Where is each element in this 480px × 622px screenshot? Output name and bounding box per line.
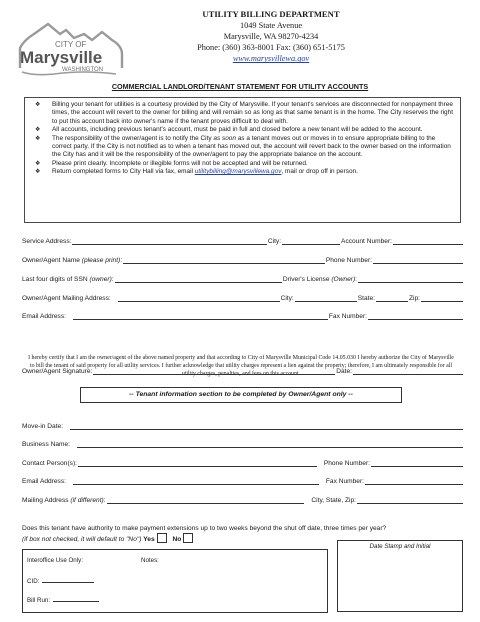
business-name-label: Business Name: <box>22 441 71 448</box>
instruction-text: Please print clearly. Incomplete or illegible forms will not be accepted and will be returned. <box>52 159 308 167</box>
signature-row <box>22 366 464 375</box>
service-address-field[interactable] <box>72 238 266 245</box>
account-number-field[interactable] <box>393 238 463 245</box>
drivers-license-label <box>283 276 357 283</box>
no-label: No <box>172 536 182 544</box>
email-row <box>22 311 464 320</box>
state-field[interactable] <box>376 295 408 302</box>
tenant-section-header: -- Tenant information section to be completed by Owner/Agent only -- <box>80 387 402 403</box>
fax-number-field[interactable] <box>368 313 463 320</box>
email-field[interactable] <box>73 313 328 320</box>
ssn-field[interactable] <box>115 276 282 283</box>
logo-city-of: CITY OF <box>55 40 87 49</box>
interoffice-title: Interoffice Use Only: <box>27 557 83 564</box>
label-part: : <box>103 497 106 504</box>
label-part: : <box>120 257 123 264</box>
cid-row <box>27 577 94 585</box>
label-part: Driver's License <box>282 276 332 283</box>
fax-number-field[interactable] <box>365 478 463 485</box>
city-state-zip-label: City, State, Zip: <box>311 497 356 504</box>
mailing-address-field[interactable] <box>118 295 280 302</box>
phone-number-field[interactable] <box>371 460 463 467</box>
move-in-date-label: Move-in Date: <box>22 423 64 430</box>
notes-label: Notes: <box>141 557 159 564</box>
diamond-bullet-icon: ❖ <box>35 160 41 167</box>
date-stamp-label: Date Stamp and Initial <box>369 543 431 550</box>
email-link[interactable]: utilitybilling@marysvillewa.gov <box>194 168 282 176</box>
question-text: Does this tenant have authority to make payment extensions up to two weeks beyond the shut off date, three times per year? <box>22 525 387 532</box>
instruction-item <box>35 126 454 134</box>
diamond-bullet-icon: ❖ <box>35 102 41 108</box>
email-label: Email Address: <box>22 313 66 320</box>
zip-field[interactable] <box>421 295 463 302</box>
instruction-text: All accounts, including previous tenant's account, must be paid in full and closed before a new tenant will be added to the account. <box>52 126 423 134</box>
label-part: : <box>111 276 114 283</box>
label-part: Owner/Agent Name <box>22 257 82 264</box>
instruction-item <box>35 101 454 126</box>
signature-label: Owner/Agent Signature: <box>22 368 93 375</box>
address-line-2: Marysville, WA 98270-4234 <box>223 32 319 42</box>
account-number-label: Account Number: <box>341 238 392 245</box>
text-part: The responsibility of the owner/agent is to notify the City <box>52 134 214 142</box>
yes-label: Yes <box>143 536 155 544</box>
drivers-license-field[interactable] <box>358 276 463 283</box>
address-line-1: 1049 State Avenue <box>239 21 303 31</box>
cid-label: CID: <box>27 578 40 585</box>
instruction-item <box>35 168 454 176</box>
question-note: (if box not checked, it will default to "No") <box>22 536 142 544</box>
date-field[interactable] <box>353 368 463 375</box>
text-part: Return completed forms to City Hall via fax, email <box>52 168 195 176</box>
department-name: UTILITY BILLING DEPARTMENT <box>202 9 340 19</box>
bill-run-field[interactable] <box>53 596 99 602</box>
no-checkbox[interactable] <box>183 533 193 543</box>
yes-checkbox[interactable] <box>157 533 167 543</box>
mountain-logo-icon <box>14 18 130 80</box>
contact-row <box>22 458 464 467</box>
label-part: Mailing Address <box>22 497 71 504</box>
city-field[interactable] <box>282 238 340 245</box>
ssn-row <box>22 274 464 283</box>
service-address-label: Service Address: <box>22 238 72 245</box>
interoffice-box <box>22 549 328 613</box>
form-title: COMMERCIAL LANDLORD/TENANT STATEMENT FOR UTILITY ACCOUNTS <box>111 82 369 91</box>
tenant-mailing-row <box>22 495 464 504</box>
move-in-date-field[interactable] <box>70 423 463 430</box>
email-field[interactable] <box>73 478 319 485</box>
business-name-field[interactable] <box>77 441 463 448</box>
department-header <box>140 9 402 64</box>
business-name-row <box>22 439 464 448</box>
mailing-address-label <box>22 497 106 504</box>
service-address-row <box>22 236 464 245</box>
bill-run-row <box>27 596 99 604</box>
text-part: a tenant moves out or moves in to ensure appropriate billing to the correct party. If the City is not notified as to when a tenant has moved out, the account will revert back to the owner based on the information the City has and it will be the responsibility of the owner/agent to pay the appropriate balance on the account. <box>52 134 451 159</box>
date-label: Date: <box>336 368 352 375</box>
ssn-label <box>22 276 114 283</box>
instructions-box <box>24 97 461 223</box>
label-part: : <box>355 276 357 283</box>
owner-name-label <box>22 257 122 264</box>
logo-name: Marysville <box>20 48 103 67</box>
instruction-text: Billing your tenant for utilities is a courtesy provided by the City of Marysville. If your tenant's services are disconnected for nonpayment three times, the account will revert to the owner for billing and will remain so as long as that same tenant is in the home. The City reserves the right to put this account back into owner's name if the tenant proves difficult to deal with. <box>52 101 453 125</box>
phone-number-field[interactable] <box>373 257 463 264</box>
mailing-address-field[interactable] <box>107 497 305 504</box>
bill-run-label: Bill Run: <box>27 597 51 604</box>
mailing-address-row <box>22 293 464 302</box>
date-stamp-box <box>337 540 463 612</box>
city-logo <box>14 18 130 80</box>
contact-persons-field[interactable] <box>78 460 317 467</box>
label-part: Last four digits of SSN <box>22 276 90 283</box>
fax-number-label: Fax Number: <box>328 313 367 320</box>
emphasis-text: as soon as <box>213 134 245 142</box>
mailing-address-label: Owner/Agent Mailing Address: <box>22 295 111 302</box>
phone-number-label: Phone Number: <box>325 257 372 264</box>
question-options <box>22 533 386 544</box>
instruction-text <box>52 168 454 176</box>
label-note: (owner) <box>89 276 112 283</box>
owner-name-row <box>22 255 464 264</box>
label-note: (please print) <box>81 257 121 264</box>
city-label: City: <box>280 295 294 302</box>
certification-statement: I hereby certify that I am the owner/agent of the above named property and that according to City of Marysville Municipal Code 14.05.030 I hereby authorize the City of Marysville to bill the tenant of said property for all utility services. I further acknowledge that utility charges represent a lien against the property; therefore, I am ultimately responsible for all utility charges, penalties, and fees on this account. <box>28 355 454 377</box>
state-label: State: <box>357 295 375 302</box>
text-part: , mail or drop off in person. <box>281 168 358 176</box>
cid-field[interactable] <box>42 577 94 583</box>
phone-number-label: Phone Number: <box>323 460 370 467</box>
owner-name-field[interactable] <box>123 257 325 264</box>
diamond-bullet-icon: ❖ <box>35 135 41 142</box>
instruction-text <box>52 135 454 160</box>
signature-field[interactable] <box>93 368 335 375</box>
label-note: (Owner) <box>331 276 356 283</box>
tenant-email-row <box>22 476 464 485</box>
label-note: (if different) <box>70 497 104 504</box>
city-field[interactable] <box>295 295 357 302</box>
zip-label: Zip: <box>409 295 420 302</box>
instruction-item <box>35 160 454 168</box>
contact-persons-label: Contact Person(s): <box>22 460 77 467</box>
fax-number-label: Fax Number: <box>325 478 364 485</box>
city-state-zip-field[interactable] <box>357 497 463 504</box>
phone-fax: Phone: (360) 363-8001 Fax: (360) 651-5175 <box>197 43 345 53</box>
logo-state: WASHINGTON <box>62 67 104 73</box>
extension-question <box>22 524 386 545</box>
city-label: City: <box>267 238 282 245</box>
website-link[interactable]: www.marysvillewa.gov <box>232 54 310 64</box>
diamond-bullet-icon: ❖ <box>35 127 41 134</box>
email-label: Email Address: <box>22 478 66 485</box>
diamond-bullet-icon: ❖ <box>35 169 41 176</box>
move-in-date-row <box>22 421 464 430</box>
instruction-item <box>35 135 454 160</box>
